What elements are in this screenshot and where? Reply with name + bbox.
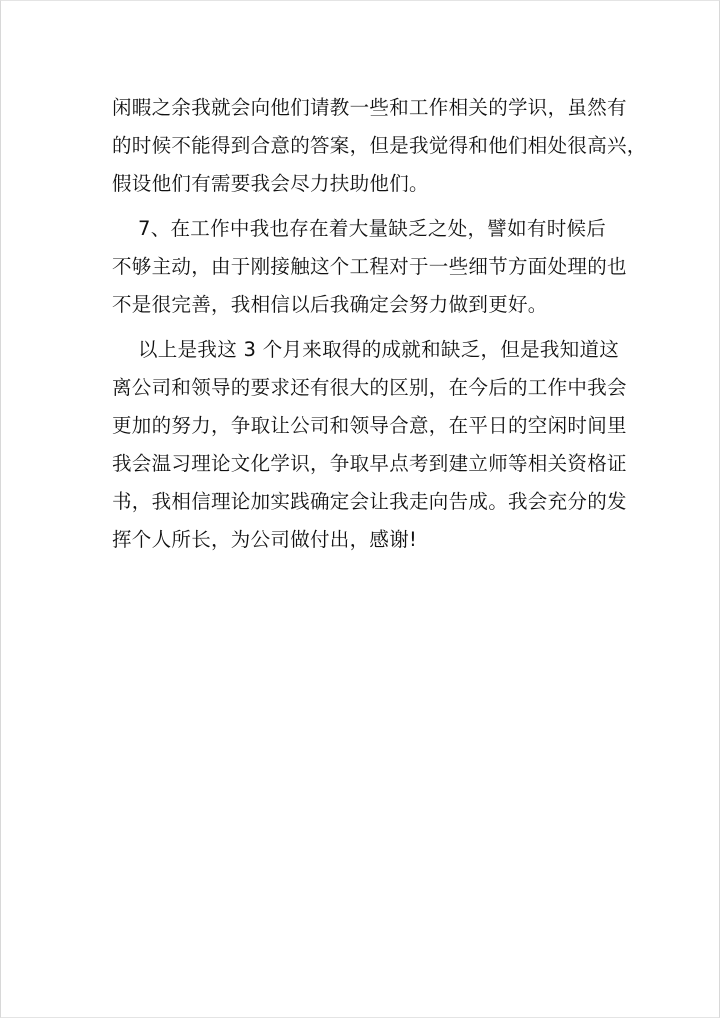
text-line: 离公司和领导的要求还有很大的区别，在今后的工作中我会 [112,376,627,399]
document-body [112,89,647,559]
text-line: 的时候不能得到合意的答案，但是我觉得和他们相处很高兴， [112,134,647,157]
paragraph [112,210,627,324]
text-line: 我会温习理论文化学识，争取早点考到建立师等相关资格证 [112,452,627,475]
paragraph-gap [112,324,617,331]
paragraph-gap [112,203,617,210]
text-line: 书，我相信理论加实践确定会让我走向告成。我会充分的发 [112,490,627,513]
text-line: 假设他们有需要我会尽力扶助他们。 [112,172,429,195]
paragraph [112,331,627,559]
text-line: 7、在工作中我也存在着大量缺乏之处，譬如有时候后 [112,217,607,240]
text-line: 不是很完善，我相信以后我确定会努力做到更好。 [112,293,548,316]
text-line: 闲暇之余我就会向他们请教一些和工作相关的学识，虽然有 [112,96,627,119]
text-line: 以上是我这 3 个月来取得的成就和缺乏，但是我知道这 [112,338,620,361]
text-line: 不够主动，由于刚接触这个工程对于一些细节方面处理的也 [112,255,627,278]
paragraph [112,89,647,203]
text-line: 更加的努力，争取让公司和领导合意，在平日的空闲时间里 [112,414,627,437]
text-line: 挥个人所长，为公司做付出，感谢! [112,528,418,551]
